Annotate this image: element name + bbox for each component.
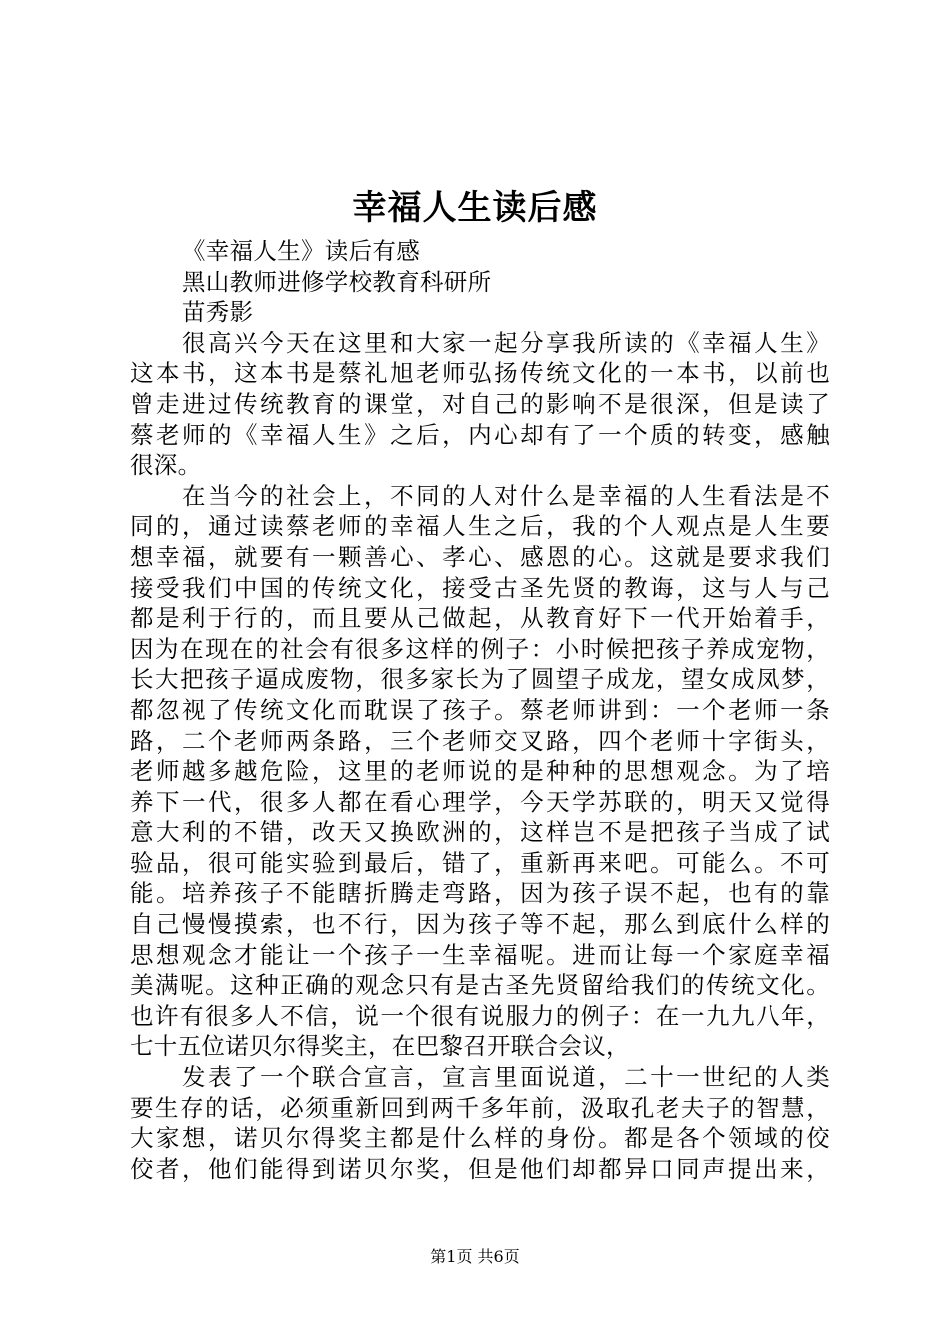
body-line: 大家想，诺贝尔得奖主都是什么样的身份。都是各个领域的佼 [130,1124,830,1153]
body-line: 美满呢。这种正确的观念只有是古圣先贤留给我们的传统文化。 [130,971,830,1000]
body-line: 很高兴今天在这里和大家一起分享我所读的《幸福人生》 [182,328,830,357]
body-line: 能。培养孩子不能瞎折腾走弯路，因为孩子误不起，也有的靠 [130,879,830,908]
body-line: 黑山教师进修学校教育科研所 [182,267,492,296]
body-line: 长大把孩子逼成废物，很多家长为了圆望子成龙，望女成凤梦， [130,665,830,694]
body-line: 曾走进过传统教育的课堂，对自己的影响不是很深，但是读了 [130,389,830,418]
body-line: 都是利于行的，而且要从己做起，从教育好下一代开始着手， [130,604,830,633]
body-line: 老师越多越危险，这里的老师说的是种种的思想观念。为了培 [130,757,830,786]
body-line: 苗秀影 [182,298,254,327]
body-line: 这本书，这本书是蔡礼旭老师弘扬传统文化的一本书，以前也 [130,359,830,388]
body-line: 意大利的不错，改天又换欧洲的，这样岂不是把孩子当成了试 [130,818,830,847]
body-line: 因为在现在的社会有很多这样的例子：小时候把孩子养成宠物， [130,634,830,663]
body-line: 蔡老师的《幸福人生》之后，内心却有了一个质的转变，感触 [130,420,830,449]
body-line: 《幸福人生》读后有感 [182,237,420,265]
body-line: 也许有很多人不信，说一个很有说服力的例子：在一九九八年， [130,1001,830,1030]
body-line: 自己慢慢摸索，也不行，因为孩子等不起，那么到底什么样的 [130,910,830,939]
body-line: 验品，很可能实验到最后，错了，重新再来吧。可能么。不可 [130,848,830,877]
body-line: 七十五位诺贝尔得奖主，在巴黎召开联合会议， [130,1032,630,1061]
body-line: 想幸福，就要有一颗善心、孝心、感恩的心。这就是要求我们 [130,542,830,571]
body-line: 同的，通过读蔡老师的幸福人生之后，我的个人观点是人生要 [130,512,830,541]
body-line: 路，二个老师两条路，三个老师交叉路，四个老师十字街头， [130,726,830,755]
body-line: 在当今的社会上，不同的人对什么是幸福的人生看法是不 [182,481,830,510]
document-title: 幸福人生读后感 [352,188,598,228]
document-body [130,236,830,1184]
body-line: 思想观念才能让一个孩子一生幸福呢。进而让每一个家庭幸福 [130,940,830,969]
body-line: 发表了一个联合宣言，宣言里面说道，二十一世纪的人类 [182,1063,830,1092]
page-footer: 第1页 共6页 [430,1247,520,1266]
body-line: 要生存的话，必须重新回到两千多年前，汲取孔老夫子的智慧， [130,1093,830,1122]
body-line: 佼者，他们能得到诺贝尔奖，但是他们却都异口同声提出来， [130,1154,830,1183]
body-line: 都忽视了传统文化而耽误了孩子。蔡老师讲到：一个老师一条 [130,695,830,724]
body-line: 养下一代，很多人都在看心理学，今天学苏联的，明天又觉得 [130,787,830,816]
body-line: 很深。 [130,451,202,480]
body-line: 接受我们中国的传统文化，接受古圣先贤的教诲，这与人与己 [130,573,830,602]
